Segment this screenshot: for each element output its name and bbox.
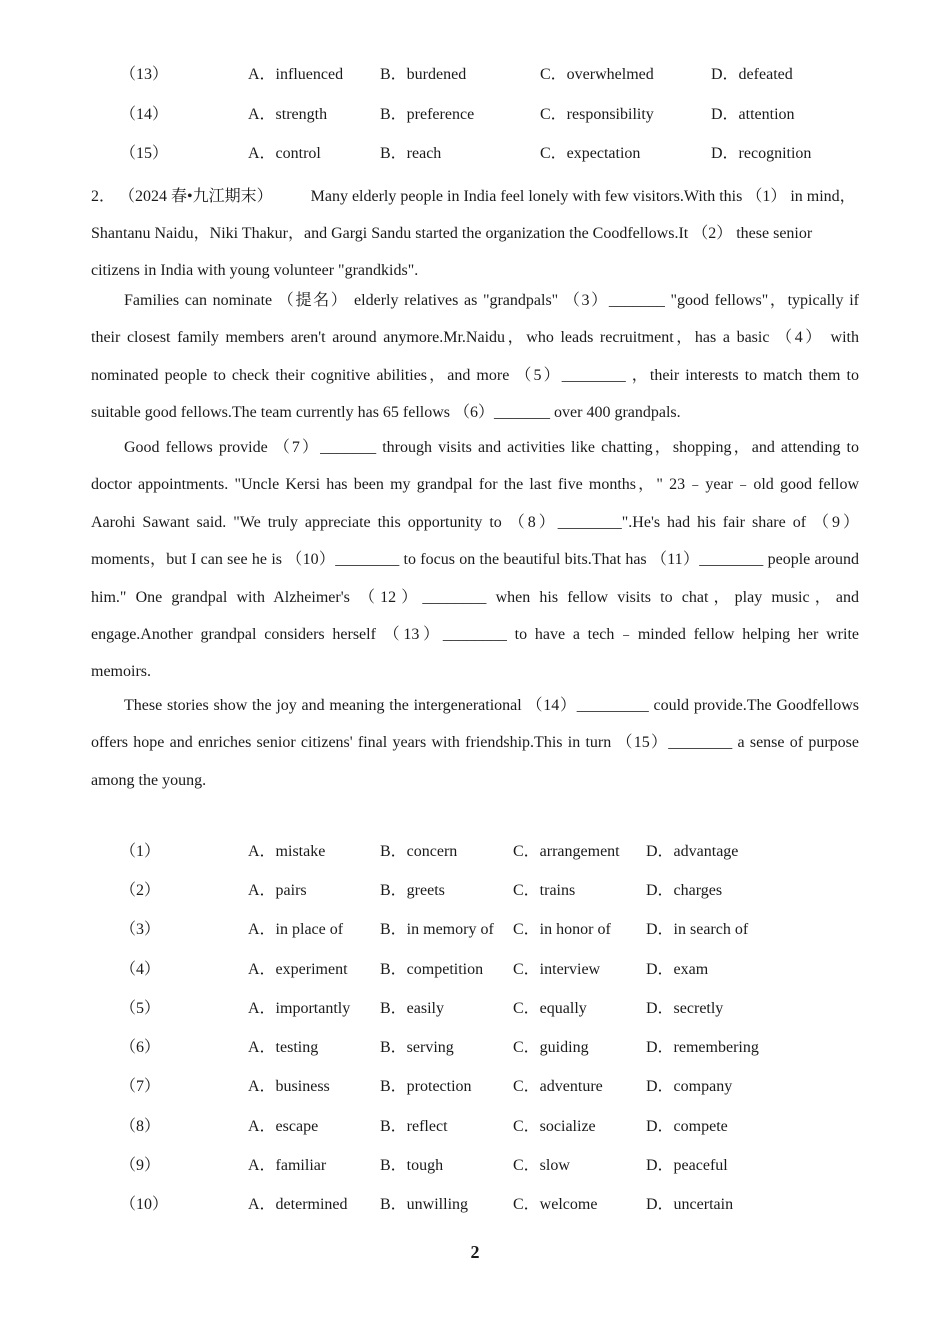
option-number: （1） (120, 843, 161, 860)
question-source: （2024 春•九江期末） (119, 188, 273, 205)
option-number: （3） (120, 921, 161, 938)
option-d[interactable]: D．remembering (646, 1039, 759, 1056)
option-a[interactable]: A．in place of (248, 921, 344, 938)
option-b[interactable]: B．burdened (380, 66, 467, 83)
option-a[interactable]: A．business (248, 1078, 330, 1095)
option-number: （6） (120, 1039, 161, 1056)
option-b[interactable]: B．reach (380, 145, 442, 162)
option-a[interactable]: A．strength (248, 106, 328, 123)
option-a[interactable]: A．importantly (248, 1000, 351, 1017)
option-c[interactable]: C．interview (513, 961, 601, 978)
option-b[interactable]: B．concern (380, 843, 458, 860)
option-b[interactable]: B．protection (380, 1078, 472, 1095)
option-c[interactable]: C．welcome (513, 1196, 598, 1213)
option-c[interactable]: C．overwhelmed (540, 66, 654, 83)
passage-paragraph: Good fellows provide （7）_______ through visits and activities like chatting，shopping，and attending to doctor appointments. "Uncle Kersi has been my grandpal for the last five months，" 23﹣year﹣old good fellow Aarohi Sawant said. "We truly appreciate this opportunity to （8）________".He's had his fair share of （9） moments，but I can see he is （10）________ to focus on the beautiful bits.That has （11）________ people around him." One grandpal with Alzheimer's （12）________ when his fellow visits to chat，play music，and engage.Another grandpal considers herself （13）________ to have a tech﹣minded fellow helping her write memoirs. (91, 439, 859, 681)
option-d[interactable]: D．compete (646, 1118, 728, 1135)
option-d[interactable]: D．in search of (646, 921, 749, 938)
passage-paragraph: Families can nominate （提名） elderly relatives as "grandpals" （3）_______ "good fellows"，typically if their closest family members aren't around anymore.Mr.Naidu，who leads recruitment，has a basic （4） with nominated people to check their cognitive abilities，and more （5）________ ，their interests to match them to suitable good fellows.The team currently has 65 fellows （6）_______ over 400 grandpals. (91, 292, 859, 422)
option-c[interactable]: C．responsibility (540, 106, 654, 123)
option-d[interactable]: D．exam (646, 961, 709, 978)
question-intro: Many elderly people in India feel lonely with few visitors.With this （1） in mind，Shantanu Naidu，Niki Thakur，and Gargi Sandu started the organization the Coodfellows.It （2） these senior citizens in India with young volunteer "grandkids". (91, 188, 856, 279)
option-number: （9） (120, 1157, 161, 1174)
option-c[interactable]: C．expectation (540, 145, 641, 162)
option-c[interactable]: C．equally (513, 1000, 587, 1017)
option-d[interactable]: D．secretly (646, 1000, 724, 1017)
question-number: 2． (91, 188, 116, 205)
option-d[interactable]: D．advantage (646, 843, 739, 860)
option-d[interactable]: D．defeated (711, 66, 793, 83)
option-a[interactable]: A．familiar (248, 1157, 327, 1174)
option-number: （15） (120, 145, 169, 162)
option-b[interactable]: B．unwilling (380, 1196, 469, 1213)
option-c[interactable]: C．arrangement (513, 843, 620, 860)
option-c[interactable]: C．adventure (513, 1078, 603, 1095)
option-number: （8） (120, 1118, 161, 1135)
option-number: （5） (120, 1000, 161, 1017)
option-d[interactable]: D．peaceful (646, 1157, 728, 1174)
option-b[interactable]: B．preference (380, 106, 475, 123)
option-number: （10） (120, 1196, 169, 1213)
option-c[interactable]: C．in honor of (513, 921, 611, 938)
option-number: （14） (120, 106, 169, 123)
option-a[interactable]: A．experiment (248, 961, 348, 978)
option-c[interactable]: C．socialize (513, 1118, 596, 1135)
option-b[interactable]: B．greets (380, 882, 445, 899)
passage-paragraph: These stories show the joy and meaning the intergenerational （14）_________ could provide.The Goodfellows offers hope and enriches senior citizens' final years with friendship.This in turn （15）________ a sense of purpose among the young. (91, 697, 860, 789)
option-b[interactable]: B．easily (380, 1000, 444, 1017)
option-c[interactable]: C．slow (513, 1157, 570, 1174)
option-number: （2） (120, 882, 161, 899)
option-a[interactable]: A．determined (248, 1196, 348, 1213)
option-a[interactable]: A．influenced (248, 66, 344, 83)
page-number: 2 (470, 1242, 480, 1262)
option-c[interactable]: C．guiding (513, 1039, 589, 1056)
option-b[interactable]: B．tough (380, 1157, 444, 1174)
option-d[interactable]: D．company (646, 1078, 733, 1095)
option-d[interactable]: D．attention (711, 106, 795, 123)
question-heading (91, 178, 859, 289)
option-a[interactable]: A．mistake (248, 843, 326, 860)
option-number: （4） (120, 961, 161, 978)
option-d[interactable]: D．uncertain (646, 1196, 734, 1213)
option-b[interactable]: B．reflect (380, 1118, 448, 1135)
option-a[interactable]: A．testing (248, 1039, 319, 1056)
option-a[interactable]: A．control (248, 145, 321, 162)
option-d[interactable]: D．charges (646, 882, 723, 899)
option-c[interactable]: C．trains (513, 882, 576, 899)
option-b[interactable]: B．competition (380, 961, 484, 978)
option-a[interactable]: A．escape (248, 1118, 319, 1135)
option-a[interactable]: A．pairs (248, 882, 307, 899)
option-number: （13） (120, 66, 169, 83)
option-d[interactable]: D．recognition (711, 145, 812, 162)
option-b[interactable]: B．in memory of (380, 921, 494, 938)
option-number: （7） (120, 1078, 161, 1095)
option-b[interactable]: B．serving (380, 1039, 454, 1056)
